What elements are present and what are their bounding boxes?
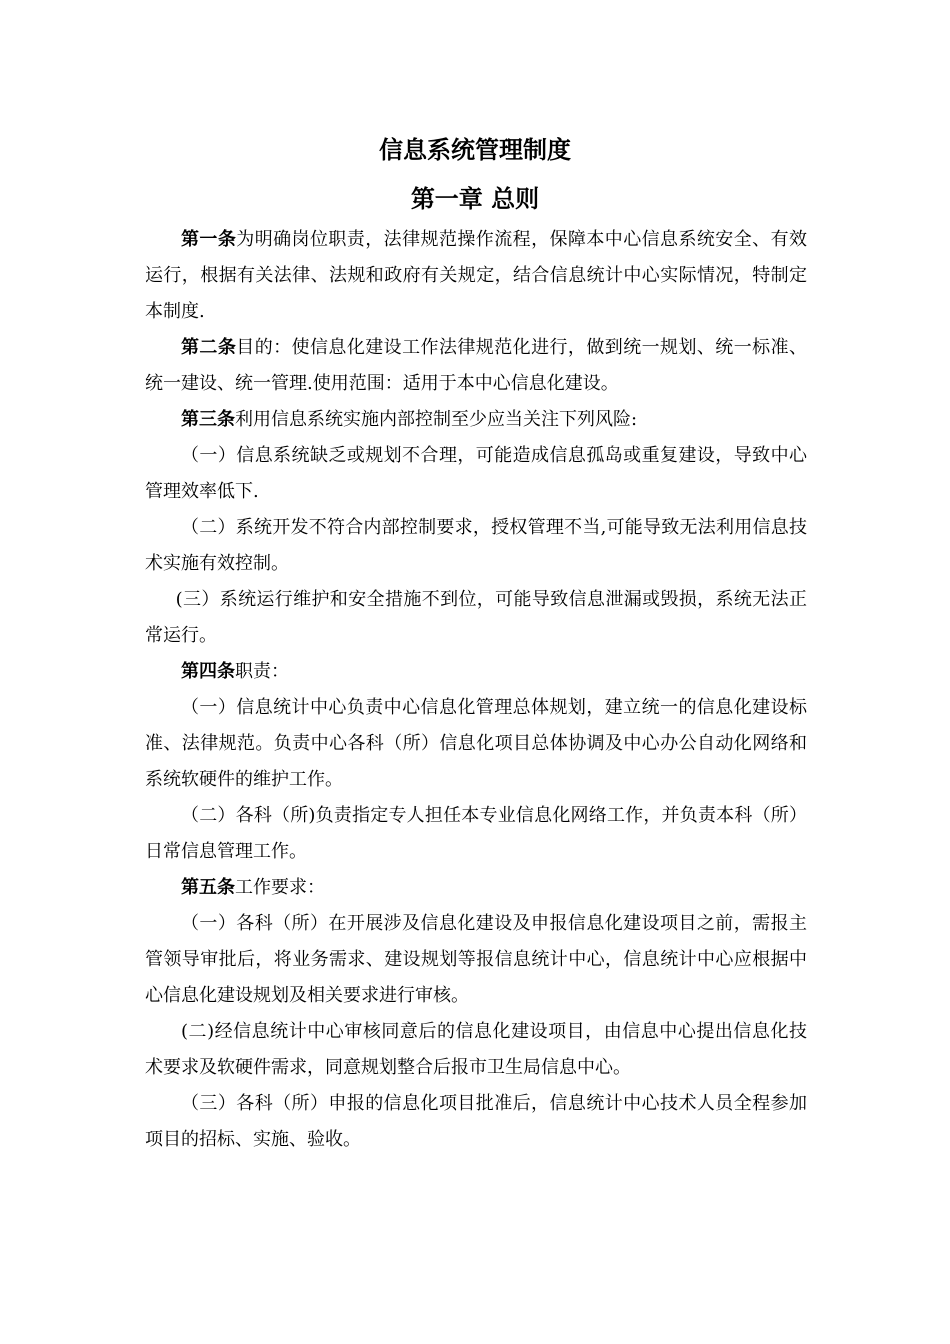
article-label: 第四条 [181,661,235,682]
document-title: 信息系统管理制度 [379,135,571,164]
paragraph-text: 为明确岗位职责，法律规范操作流程，保障本中心信息系统安全、有效运行，根据有关法律、法规和政府有关规定，结合信息统计中心实际情况，特制定本制度. [145,229,808,322]
list-item-paragraph [145,798,807,870]
list-item-paragraph [145,906,807,1014]
paragraph-text: （二）系统开发不符合内部控制要求，授权管理不当,可能导致无法利用信息技术实施有效控制。 [145,517,807,574]
paragraph-text: （一）信息系统缺乏或规划不合理，可能造成信息孤岛或重复建设，导致中心管理效率低下. [145,445,807,502]
paragraph-text: (三）系统运行维护和安全措施不到位，可能导致信息泄漏或毁损，系统无法正常运行。 [145,589,807,646]
article-label: 第一条 [181,229,237,250]
article-2-paragraph [145,330,807,402]
list-item-paragraph [145,1014,807,1086]
list-item-paragraph [145,510,807,582]
article-label: 第五条 [181,877,235,898]
paragraph-text: （一）各科（所）在开展涉及信息化建设及申报信息化建设项目之前，需报主管领导审批后，将业务需求、建设规划等报信息统计中心，信息统计中心应根据中心信息化建设规划及相关要求进行审核。 [145,913,807,1006]
paragraph-text: （一）信息统计中心负责中心信息化管理总体规划，建立统一的信息化建设标准、法律规范。负责中心各科（所）信息化项目总体协调及中心办公自动化网络和系统软硬件的维护工作。 [145,697,807,790]
list-item-paragraph [145,582,807,654]
paragraph-text: 职责： [235,661,289,682]
article-1-paragraph [145,222,807,330]
article-label: 第三条 [181,409,235,430]
paragraph-text: (二)经信息统计中心审核同意后的信息化建设项目，由信息中心提出信息化技术要求及软硬件需求，同意规划整合后报市卫生局信息中心。 [145,1021,807,1078]
article-3-paragraph [145,402,807,438]
article-label: 第二条 [181,337,237,358]
article-5-paragraph [145,870,807,906]
list-item-paragraph [145,690,807,798]
list-item-paragraph [145,1086,807,1158]
paragraph-text: （二）各科（所)负责指定专人担任本专业信息化网络工作，并负责本科（所）日常信息管理工作。 [145,805,807,862]
chapter-title: 第一章 总则 [410,184,540,213]
paragraph-text: 工作要求： [235,877,325,898]
document-body [145,222,807,1158]
paragraph-text: （三）各科（所）申报的信息化项目批准后，信息统计中心技术人员全程参加项目的招标、实施、验收。 [145,1093,807,1150]
article-4-paragraph [145,654,807,690]
paragraph-text: 利用信息系统实施内部控制至少应当关注下列风险: [235,409,638,430]
list-item-paragraph [145,438,807,510]
paragraph-text: 目的：使信息化建设工作法律规范化进行，做到统一规划、统一标准、统一建设、统一管理.使用范围：适用于本中心信息化建设。 [145,337,808,394]
